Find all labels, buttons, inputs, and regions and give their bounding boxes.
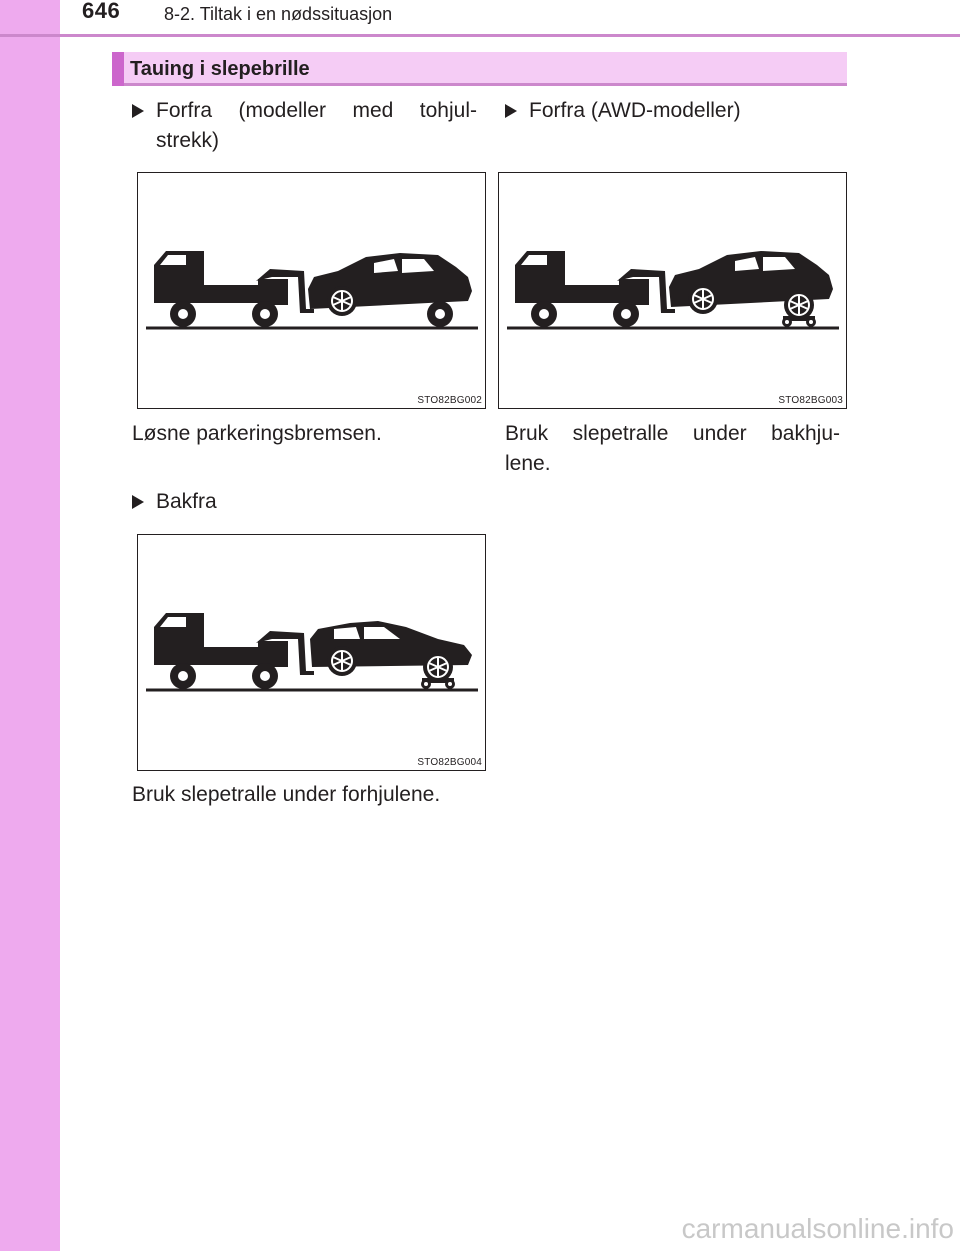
side-bar xyxy=(0,0,60,1251)
caption-front-2wd xyxy=(132,419,477,449)
bullet-triangle-icon xyxy=(505,104,517,118)
figure-front-2wd xyxy=(137,172,486,409)
section-title: Tauing i slepebrille xyxy=(130,58,310,80)
tow-truck-illustration xyxy=(138,173,487,410)
caption-rear-line1: Bruk slepetralle under forhjulene. xyxy=(132,783,441,806)
caption-front-awd-line2: lene. xyxy=(505,452,551,475)
page-number: 646 xyxy=(82,0,121,23)
bullet-front-2wd-line2: strekk) xyxy=(156,129,219,152)
caption-rear xyxy=(132,780,492,810)
figure-rear xyxy=(137,534,486,771)
bullet-triangle-icon xyxy=(132,104,144,118)
figure-code: STO82BG004 xyxy=(417,757,482,768)
watermark: carmanualsonline.info xyxy=(681,1213,954,1244)
tow-truck-dolly-illustration xyxy=(499,173,848,410)
bullet-rear-line1: Bakfra xyxy=(156,490,217,513)
figure-front-awd xyxy=(498,172,847,409)
header-strip xyxy=(0,0,960,34)
header-strip-tab xyxy=(0,0,60,34)
tow-truck-rear-illustration xyxy=(138,535,487,772)
section-header-accent xyxy=(112,52,124,86)
bullet-front-awd-line1: Forfra (AWD-modeller) xyxy=(529,99,741,122)
chapter-title: 8-2. Tiltak i en nødssituasjon xyxy=(164,4,393,24)
figure-code: STO82BG002 xyxy=(417,395,482,406)
bullet-triangle-icon xyxy=(132,495,144,509)
caption-front-awd-line1: Bruk slepetralle under bakhju- xyxy=(505,422,840,445)
header-rule xyxy=(0,34,960,37)
caption-front-awd xyxy=(505,419,840,479)
caption-front-2wd-line1: Løsne parkeringsbremsen. xyxy=(132,422,382,445)
bullet-front-2wd-line1: Forfra (modeller med tohjul- xyxy=(156,99,477,122)
section-header xyxy=(112,52,847,86)
figure-code: STO82BG003 xyxy=(778,395,843,406)
